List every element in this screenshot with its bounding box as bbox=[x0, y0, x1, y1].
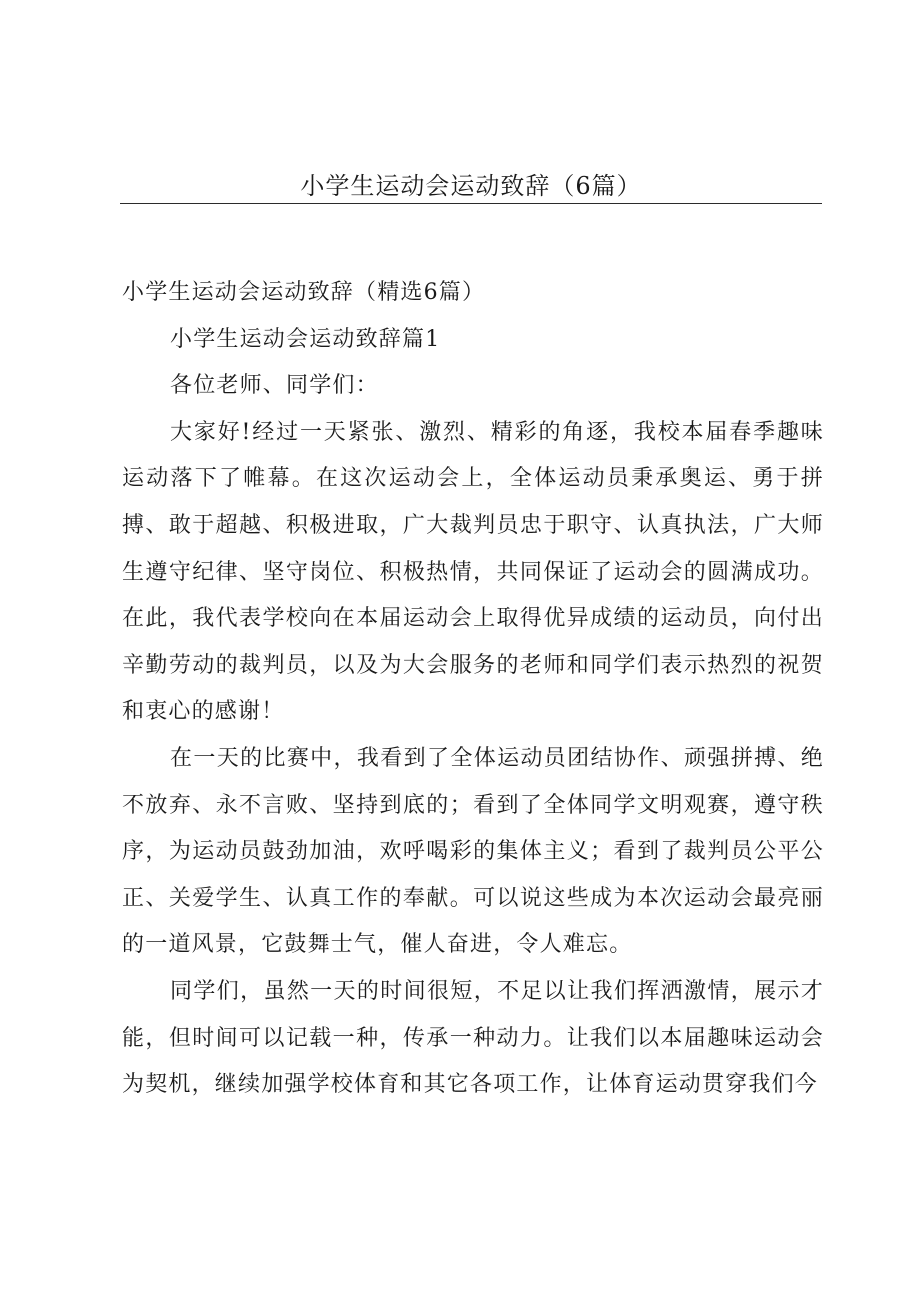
paragraph-subtitle: 小学生运动会运动致辞（精选6篇） bbox=[122, 280, 486, 305]
paragraph-body: 同学们，虽然一天的时间很短，不足以让我们挥洒激情，展示才能，但时间可以记载一种，传承一种动力。让我们以本届趣味运动会为契机，继续加强学校体育和其它各项工作，让体育运动贯穿我们今 bbox=[122, 978, 824, 1098]
document-title: 小学生运动会运动致辞（6篇） bbox=[300, 172, 642, 200]
paragraph-body: 大家好!经过一天紧张、激烈、精彩的角逐，我校本届春季趣味运动落下了帷幕。在这次运动会上，全体运动员秉承奥运、勇于拼搏、敢于超越、积极进取，广大裁判员忠于职守、认真执法，广大师生遵守纪律、坚守岗位、积极热情，共同保证了运动会的圆满成功。在此，我代表学校向在本届运动会上取得优异成绩的运动员，向付出辛勤劳动的裁判员，以及为大会服务的老师和同学们表示热烈的祝贺和衷心的感谢！ bbox=[122, 419, 824, 725]
paragraph-body: 在一天的比赛中，我看到了全体运动员团结协作、顽强拼搏、绝不放弃、永不言败、坚持到底的；看到了全体同学文明观赛，遵守秩序，为运动员鼓劲加油，欢呼喝彩的集体主义；看到了裁判员公平公正、关爱学生、认真工作的奉献。可以说这些成为本次运动会最亮丽的一道风景，它鼓舞士气，催人奋进，令人难忘。 bbox=[122, 745, 824, 958]
title-underline bbox=[120, 203, 822, 204]
document-body bbox=[122, 270, 824, 1109]
paragraph-section-heading: 小学生运动会运动致辞篇1 bbox=[170, 326, 441, 352]
paragraph-salutation: 各位老师、同学们： bbox=[170, 373, 379, 399]
